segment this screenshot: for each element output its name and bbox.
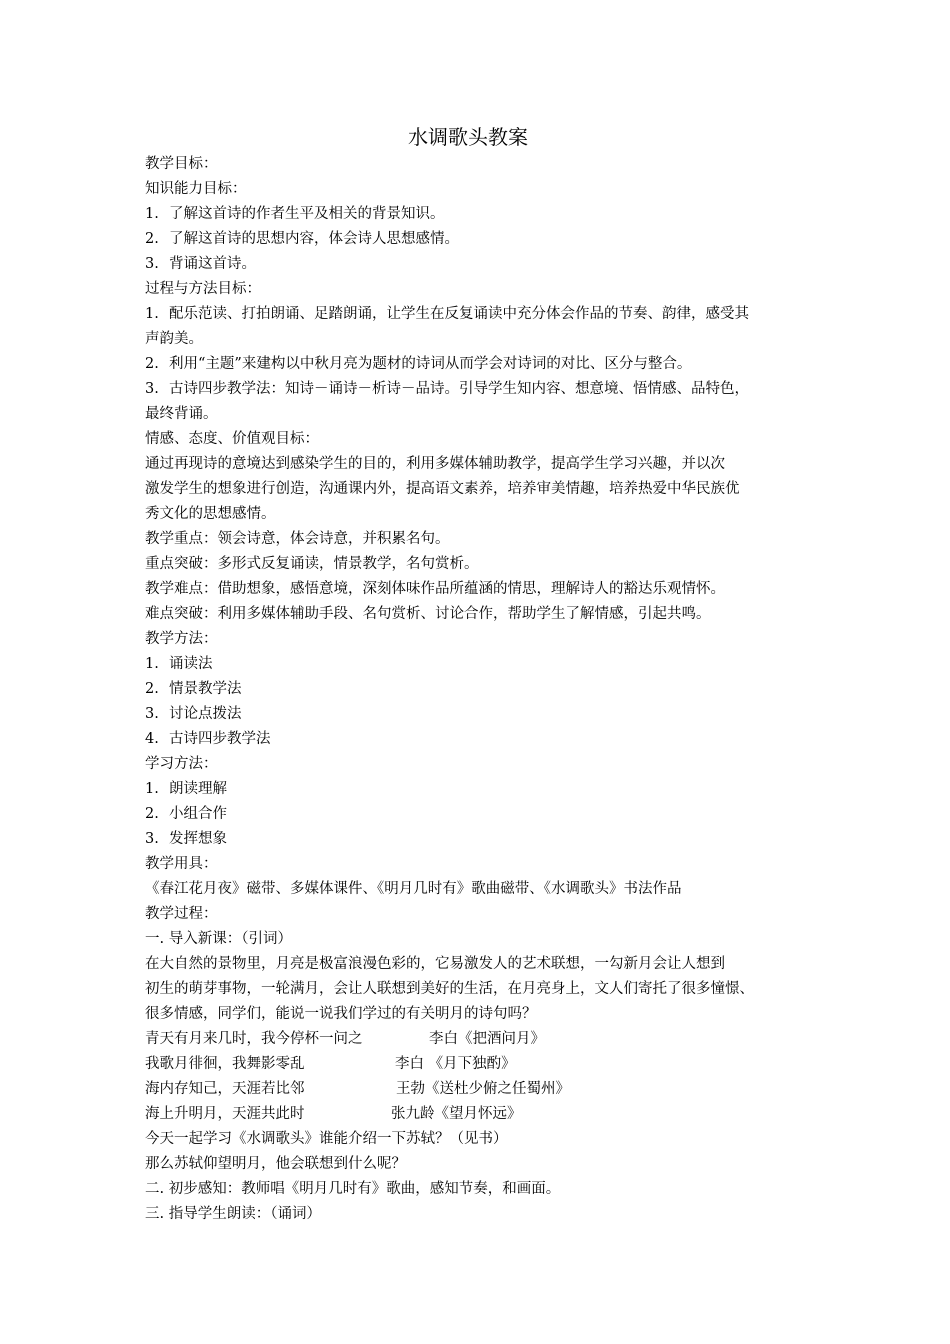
heading-teaching-tools: 教学用具：: [145, 856, 218, 872]
list-number: 3.: [145, 381, 159, 397]
list-text: 背诵这首诗。: [169, 256, 256, 272]
section-heading: 一. 导入新课：（引词）: [145, 931, 292, 947]
list-number: 2.: [145, 806, 159, 822]
list-item: [145, 302, 825, 327]
paragraph-line: 通过再现诗的意境达到感染学生的目的，利用多媒体辅助教学，提高学生学习兴趣，并以次: [145, 456, 725, 472]
paragraph-line: 那么苏轼仰望明月，他会联想到什么呢？: [145, 1156, 406, 1172]
poem-line: [145, 1102, 825, 1127]
teaching-difficulty: 教学难点：借助想象，感悟意境，深刻体味作品所蕴涵的情思，理解诗人的豁达乐观情怀。: [145, 581, 725, 597]
heading-knowledge-goals: 知识能力目标：: [145, 181, 247, 197]
list-number: 1.: [145, 656, 159, 672]
list-item: [145, 352, 825, 377]
list-item: [145, 777, 825, 802]
list-text: 朗读理解: [169, 781, 227, 797]
paragraph-line: 初生的萌芽事物，一轮满月，会让人联想到美好的生活，在月亮身上，文人们寄托了很多憧憬、: [145, 981, 754, 997]
list-item-continuation: 最终背诵。: [145, 406, 218, 422]
poem-line: [145, 1077, 825, 1102]
list-text: 了解这首诗的思想内容，体会诗人思想感情。: [169, 231, 459, 247]
poem-line: [145, 1052, 825, 1077]
poem-source: 李白《把酒问月》: [429, 1031, 545, 1047]
heading-emotion-goals: 情感、态度、价值观目标：: [145, 431, 319, 447]
list-number: 3.: [145, 831, 159, 847]
paragraph-line: 今天一起学习《水调歌头》谁能介绍一下苏轼？（见书）: [145, 1131, 508, 1147]
poem-source: 王勃《送杜少俯之任蜀州》: [396, 1081, 570, 1097]
section-heading: 二. 初步感知：教师唱《明月几时有》歌曲，感知节奏，和画面。: [145, 1181, 561, 1197]
list-text: 古诗四步教学法：知诗－诵诗－析诗－品诗。引导学生知内容、想意境、悟情感、品特色，: [169, 381, 749, 397]
list-item: [145, 702, 825, 727]
list-number: 2.: [145, 681, 159, 697]
list-number: 3.: [145, 256, 159, 272]
focus-breakthrough: 重点突破：多形式反复诵读，情景教学，名句赏析。: [145, 556, 479, 572]
list-number: 1.: [145, 781, 159, 797]
list-item: [145, 727, 825, 752]
list-number: 4.: [145, 731, 159, 747]
teaching-tools-text: 《春江花月夜》磁带、多媒体课件、《明月几时有》歌曲磁带、《水调歌头》书法作品: [145, 881, 682, 897]
list-text: 利用“主题”来建构以中秋月亮为题材的诗词从而学会对诗词的对比、区分与整合。: [169, 356, 692, 372]
list-text: 小组合作: [169, 806, 227, 822]
list-item: [145, 802, 825, 827]
heading-learning-methods: 学习方法：: [145, 756, 218, 772]
list-item: [145, 827, 825, 852]
paragraph-line: 激发学生的想象进行创造，沟通课内外，提高语文素养，培养审美情趣，培养热爱中华民族优: [145, 481, 740, 497]
document-body: [145, 152, 825, 1227]
list-item: [145, 677, 825, 702]
section-heading: 三. 指导学生朗读：（诵词）: [145, 1206, 321, 1222]
heading-process-goals: 过程与方法目标：: [145, 281, 261, 297]
list-item: [145, 227, 825, 252]
poem-text: 海上升明月，天涯共此时: [145, 1106, 305, 1122]
list-number: 2.: [145, 356, 159, 372]
list-item: [145, 652, 825, 677]
list-number: 1.: [145, 306, 159, 322]
poem-source: 张九龄《望月怀远》: [391, 1106, 522, 1122]
poem-text: 海内存知己，天涯若比邻: [145, 1081, 305, 1097]
paragraph-line: 在大自然的景物里，月亮是极富浪漫色彩的，它易激发人的艺术联想，一勾新月会让人想到: [145, 956, 725, 972]
heading-teaching-methods: 教学方法：: [145, 631, 218, 647]
list-item: [145, 252, 825, 277]
document-title: 水调歌头教案: [408, 125, 528, 149]
list-number: 2.: [145, 231, 159, 247]
list-text: 情景教学法: [169, 681, 242, 697]
list-text: 了解这首诗的作者生平及相关的背景知识。: [169, 206, 445, 222]
difficulty-breakthrough: 难点突破：利用多媒体辅助手段、名句赏析、讨论合作，帮助学生了解情感，引起共鸣。: [145, 606, 711, 622]
list-text: 诵读法: [169, 656, 213, 672]
list-number: 1.: [145, 206, 159, 222]
list-text: 发挥想象: [169, 831, 227, 847]
paragraph-line: 秀文化的思想感情。: [145, 506, 276, 522]
list-item-continuation: 声韵美。: [145, 331, 203, 347]
poem-source: 李白 《月下独酌》: [395, 1056, 516, 1072]
heading-teaching-goals: 教学目标：: [145, 156, 218, 172]
poem-text: 青天有月来几时，我今停杯一问之: [145, 1031, 363, 1047]
poem-line: [145, 1027, 825, 1052]
list-text: 配乐范读、打拍朗诵、足踏朗诵，让学生在反复诵读中充分体会作品的节奏、韵律，感受其: [169, 306, 749, 322]
paragraph-line: 很多情感，同学们，能说一说我们学过的有关明月的诗句吗？: [145, 1006, 537, 1022]
list-item: [145, 377, 825, 402]
teaching-focus: 教学重点：领会诗意，体会诗意，并积累名句。: [145, 531, 450, 547]
list-text: 讨论点拨法: [169, 706, 242, 722]
poem-text: 我歌月徘徊，我舞影零乱: [145, 1056, 305, 1072]
list-text: 古诗四步教学法: [169, 731, 271, 747]
list-number: 3.: [145, 706, 159, 722]
list-item: [145, 202, 825, 227]
heading-teaching-process: 教学过程：: [145, 906, 218, 922]
